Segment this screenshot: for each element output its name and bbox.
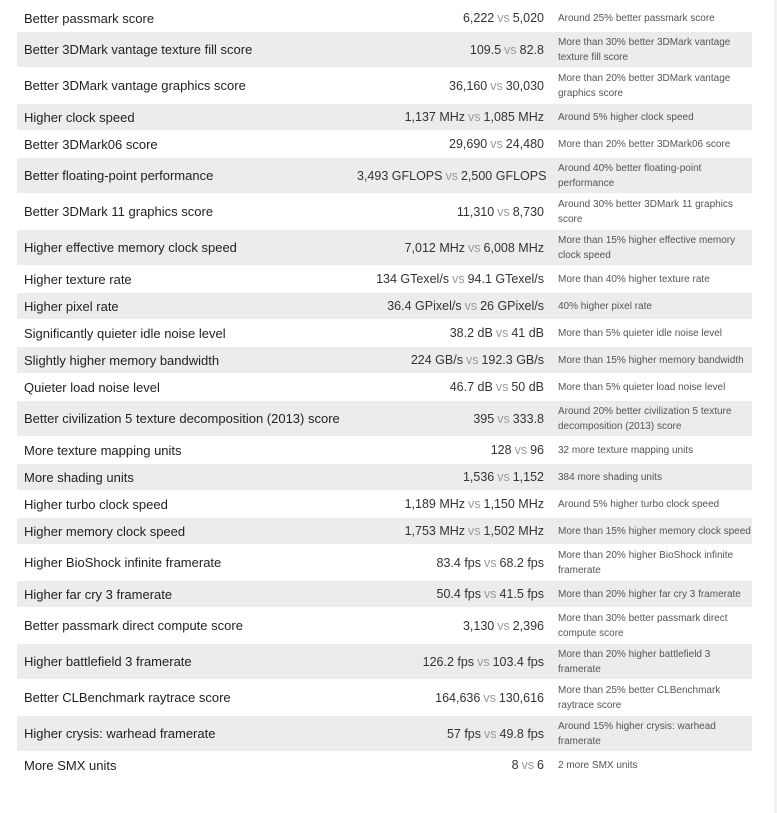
value-a: 6,222 — [462, 11, 495, 25]
vs-label: vs — [445, 168, 458, 183]
table-row — [17, 464, 752, 491]
vs-label: vs — [490, 137, 503, 151]
row-label: Better passmark direct compute score — [24, 618, 243, 633]
value-a: 29,690 — [449, 137, 488, 151]
row-note: More than 30% better 3DMark vantage texture fill score — [558, 36, 731, 63]
row-comparison — [357, 470, 552, 484]
value-b: 50 dB — [511, 380, 544, 394]
value-a: 224 GB/s — [410, 353, 463, 367]
row-label: Better CLBenchmark raytrace score — [24, 690, 231, 705]
value-b: 1,152 — [512, 470, 544, 484]
row-label: Higher crysis: warhead framerate — [24, 726, 216, 741]
vs-label: vs — [495, 326, 509, 340]
row-comparison — [357, 79, 552, 93]
row-comparison — [357, 299, 552, 313]
row-comparison — [357, 353, 552, 367]
row-note: More than 20% higher far cry 3 framerate — [558, 588, 741, 600]
value-b: 41 dB — [511, 326, 544, 340]
row-label: Significantly quieter idle noise level — [24, 325, 226, 341]
table-row — [17, 752, 752, 779]
value-a: 38.2 dB — [449, 326, 493, 340]
comparison-table — [17, 5, 752, 779]
row-note: More than 40% higher texture rate — [558, 273, 710, 285]
row-comparison — [357, 272, 552, 286]
value-a: 109.5 — [469, 42, 502, 57]
table-row — [17, 266, 752, 293]
row-note: More than 20% higher BioShock infinite framerate — [558, 549, 734, 576]
row-note: More than 15% higher effective memory clock speed — [558, 234, 736, 261]
row-note: 2 more SMX units — [558, 759, 638, 771]
vs-label: vs — [484, 587, 497, 601]
table-row — [17, 716, 752, 752]
table-row — [17, 608, 752, 644]
value-a: 36,160 — [449, 78, 488, 93]
value-b: 94.1 GTexel/s — [467, 272, 544, 286]
row-comparison — [357, 758, 552, 772]
vs-label: vs — [514, 443, 528, 457]
row-label: Higher clock speed — [24, 109, 135, 125]
row-comparison — [357, 524, 552, 538]
value-a: 46.7 dB — [449, 380, 493, 394]
value-b: 68.2 fps — [499, 555, 544, 570]
table-row — [17, 644, 752, 680]
table-row — [17, 5, 752, 32]
value-b: 26 GPixel/s — [480, 299, 544, 313]
value-b: 333.8 — [512, 411, 544, 426]
value-b: 96 — [530, 443, 544, 457]
row-comparison — [357, 556, 552, 570]
vs-label: vs — [465, 353, 479, 367]
vs-label: vs — [497, 618, 510, 633]
table-row — [17, 131, 752, 158]
row-note: More than 20% better 3DMark06 score — [558, 138, 731, 150]
vs-label: vs — [468, 240, 481, 255]
value-b: 41.5 fps — [499, 587, 544, 601]
table-row — [17, 401, 752, 437]
value-a: 57 fps — [446, 726, 482, 741]
value-a: 3,493 GFLOPS — [357, 168, 443, 183]
row-note: Around 5% higher turbo clock speed — [558, 498, 720, 510]
row-comparison — [357, 169, 552, 183]
row-comparison — [357, 110, 552, 124]
table-row — [17, 104, 752, 131]
vs-label: vs — [468, 110, 481, 124]
value-b: 130,616 — [498, 690, 544, 705]
vs-label: vs — [497, 470, 510, 484]
row-note: More than 30% better passmark direct compute score — [558, 612, 728, 639]
table-row — [17, 680, 752, 716]
row-note: Around 40% better floating-point performance — [558, 162, 702, 189]
value-a: 1,137 MHz — [404, 110, 466, 124]
table-row — [17, 437, 752, 464]
row-note: Around 15% higher crysis: warhead framerate — [558, 720, 716, 747]
value-a: 3,130 — [462, 618, 495, 633]
value-a: 50.4 fps — [436, 587, 482, 601]
vs-label: vs — [490, 78, 503, 93]
row-label: Higher battlefield 3 framerate — [24, 654, 192, 669]
row-label: Better passmark score — [24, 10, 155, 26]
row-note: 32 more texture mapping units — [558, 444, 694, 456]
row-note: More than 5% quieter load noise level — [558, 381, 726, 393]
row-label: Quieter load noise level — [24, 379, 160, 395]
value-a: 395 — [473, 411, 495, 426]
row-comparison — [357, 43, 552, 57]
value-b: 8,730 — [512, 204, 544, 219]
vs-label: vs — [452, 272, 465, 286]
row-note: More than 25% better CLBenchmark raytrace score — [558, 684, 721, 711]
row-comparison — [357, 691, 552, 705]
value-a: 1,536 — [462, 470, 495, 484]
row-comparison — [357, 655, 552, 669]
row-label: Higher pixel rate — [24, 298, 119, 314]
row-comparison — [357, 587, 552, 601]
table-row — [17, 545, 752, 581]
row-label: Higher memory clock speed — [24, 523, 186, 539]
row-comparison — [357, 380, 552, 394]
vs-label: vs — [497, 11, 510, 25]
row-label: Better civilization 5 texture decomposition (2013) score — [24, 411, 340, 426]
row-note: Around 5% higher clock speed — [558, 111, 694, 123]
row-comparison — [357, 412, 552, 426]
row-note: Around 25% better passmark score — [558, 12, 715, 24]
table-row — [17, 68, 752, 104]
row-label: More shading units — [24, 469, 134, 485]
row-label: Higher far cry 3 framerate — [24, 586, 173, 602]
table-row — [17, 194, 752, 230]
value-b: 6 — [537, 758, 544, 772]
row-label: Higher texture rate — [24, 271, 132, 287]
row-note: Around 20% better civilization 5 texture decomposition (2013) score — [558, 405, 732, 432]
vs-label: vs — [484, 726, 497, 741]
row-label: Higher effective memory clock speed — [24, 240, 237, 255]
vs-label: vs — [521, 758, 535, 772]
row-comparison — [357, 205, 552, 219]
row-label: Higher turbo clock speed — [24, 496, 168, 512]
row-label: More SMX units — [24, 757, 117, 773]
vs-label: vs — [468, 524, 481, 538]
vs-label: vs — [504, 42, 517, 57]
row-label: Slightly higher memory bandwidth — [24, 352, 220, 368]
row-comparison — [357, 619, 552, 633]
table-row — [17, 374, 752, 401]
row-note: Around 30% better 3DMark 11 graphics score — [558, 198, 733, 225]
table-row — [17, 491, 752, 518]
row-note: More than 5% quieter idle noise level — [558, 327, 722, 339]
vs-label: vs — [495, 380, 509, 394]
row-label: Better floating-point performance — [24, 168, 214, 183]
value-a: 8 — [511, 758, 519, 772]
row-comparison — [357, 11, 552, 25]
row-note: More than 15% higher memory bandwidth — [558, 354, 744, 366]
row-note: 40% higher pixel rate — [558, 300, 652, 312]
value-b: 103.4 fps — [492, 654, 544, 669]
table-row — [17, 230, 752, 266]
row-note: More than 20% better 3DMark vantage graphics score — [558, 72, 731, 99]
value-b: 1,502 MHz — [483, 524, 544, 538]
vs-label: vs — [497, 204, 510, 219]
vs-label: vs — [483, 690, 496, 705]
value-b: 5,020 — [512, 11, 544, 25]
row-note: More than 20% higher battlefield 3 framerate — [558, 648, 711, 675]
row-label: Better 3DMark vantage graphics score — [24, 78, 246, 93]
row-label: Higher BioShock infinite framerate — [24, 555, 222, 570]
value-b: 192.3 GB/s — [481, 353, 544, 367]
row-note: 384 more shading units — [558, 471, 662, 483]
table-row — [17, 32, 752, 68]
row-comparison — [357, 497, 552, 511]
value-b: 2,500 GFLOPS — [460, 168, 547, 183]
value-a: 126.2 fps — [422, 654, 475, 669]
vs-label: vs — [497, 411, 510, 426]
row-label: Better 3DMark06 score — [24, 136, 158, 152]
value-b: 82.8 — [519, 42, 544, 57]
vs-label: vs — [477, 654, 490, 669]
value-b: 30,030 — [505, 78, 544, 93]
table-row — [17, 158, 752, 194]
table-row — [17, 293, 752, 320]
value-a: 1,753 MHz — [404, 524, 466, 538]
row-comparison — [357, 727, 552, 741]
table-row — [17, 347, 752, 374]
table-row — [17, 320, 752, 347]
value-a: 7,012 MHz — [404, 240, 466, 255]
row-label: Better 3DMark vantage texture fill score — [24, 42, 253, 57]
value-a: 36.4 GPixel/s — [387, 299, 462, 313]
table-row — [17, 581, 752, 608]
row-note: More than 15% higher memory clock speed — [558, 525, 751, 537]
vs-label: vs — [484, 555, 497, 570]
table-row — [17, 518, 752, 545]
row-comparison — [357, 137, 552, 151]
value-a: 83.4 fps — [436, 555, 482, 570]
value-a: 164,636 — [435, 690, 481, 705]
vs-label: vs — [468, 497, 481, 511]
value-b: 6,008 MHz — [483, 240, 544, 255]
value-a: 1,189 MHz — [404, 497, 466, 511]
value-b: 1,085 MHz — [483, 110, 544, 124]
row-label: Better 3DMark 11 graphics score — [24, 204, 214, 219]
row-comparison — [357, 443, 552, 457]
value-b: 1,150 MHz — [483, 497, 544, 511]
value-b: 49.8 fps — [499, 726, 544, 741]
row-comparison — [357, 241, 552, 255]
vs-label: vs — [464, 299, 478, 313]
value-b: 24,480 — [505, 137, 544, 151]
value-b: 2,396 — [512, 618, 544, 633]
value-a: 134 GTexel/s — [376, 272, 450, 286]
row-comparison — [357, 326, 552, 340]
value-a: 11,310 — [456, 204, 495, 219]
row-label: More texture mapping units — [24, 442, 182, 458]
value-a: 128 — [490, 443, 512, 457]
